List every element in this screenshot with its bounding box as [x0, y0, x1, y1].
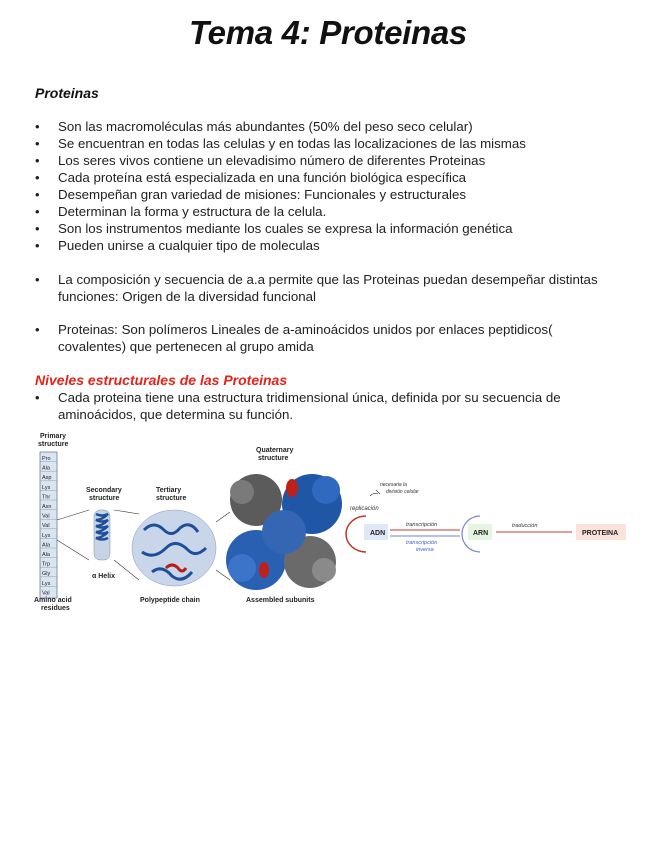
primary-label-2: structure [38, 441, 69, 448]
list-item: • Son los instrumentos mediante los cuales se expresa la información genética [35, 220, 620, 237]
list-item: • Desempeñan gran variedad de misiones: Funcionales y estructurales [35, 186, 620, 203]
secondary-label: Secondary [86, 487, 122, 494]
residue-label: Val [42, 513, 50, 520]
residue-label: Ala [42, 542, 50, 549]
quaternary-label-2: structure [258, 455, 289, 462]
quaternary-structure-image [226, 474, 342, 590]
arn-label: ARN [473, 530, 489, 537]
list-item: • Los seres vivos contiene un elevadisimo número de diferentes Proteinas [35, 152, 620, 169]
primary-label: Primary [40, 433, 67, 440]
note-line-1: necesaria la [380, 482, 407, 488]
levels-bullet-list [35, 389, 620, 423]
residue-label: Trp [42, 561, 51, 568]
composition-bullet-list [35, 271, 620, 305]
residue-label: Ala [42, 552, 50, 558]
tertiary-label-2: structure [156, 495, 187, 502]
inverse-label-2: inversa [416, 547, 434, 553]
list-item: • Cada proteina tiene una estructura tridimensional única, definida por su secuencia de aminoácidos, que determina su función. [35, 389, 620, 423]
assembled-label: Assembled subunits [246, 597, 315, 604]
secondary-label-2: structure [89, 495, 120, 502]
page-title: Tema 4: Proteinas [189, 14, 467, 51]
list-item: • Cada proteína está especializada en una función biológica específica [35, 169, 620, 186]
helix-label: α Helix [92, 573, 115, 580]
residue-label: Lys [42, 580, 51, 587]
traduccion-label: traducción [512, 523, 538, 529]
inverse-label-1: transcripción [406, 540, 438, 546]
list-item: • Determinan la forma y estructura de la celula. [35, 203, 620, 220]
residue-label: Val [42, 590, 50, 597]
note-line-2: división celular [386, 489, 419, 495]
polypeptide-label: Polypeptide chain [140, 597, 200, 604]
residue-label: Val [42, 523, 50, 530]
alpha-helix-image [94, 510, 110, 560]
proteina-label: PROTEINA [582, 530, 619, 537]
amino-acid-label: Amino acid [34, 597, 72, 604]
definition-bullet-list [35, 321, 620, 355]
list-item: • Proteinas: Son polímeros Lineales de a-aminoácidos unidos por enlaces peptidicos( covalentes) que pertenecen al grupo amida [35, 321, 620, 355]
protein-structure-figure [34, 430, 354, 620]
residue-label: Pro [42, 456, 51, 462]
quaternary-label: Quaternary [256, 447, 294, 454]
main-bullet-list [35, 118, 620, 254]
residues-label: residues [41, 605, 70, 612]
list-item: • Se encuentran en todas las celulas y en todas las localizaciones de las mismas [35, 135, 620, 152]
list-item: • La composición y secuencia de a.a permite que las Proteinas puedan desempeñar distintas funciones: Origen de la diversidad funcional [35, 271, 620, 305]
levels-heading: Niveles estructurales de las Proteinas [35, 372, 288, 388]
list-item: • Pueden unirse a cualquier tipo de moleculas [35, 237, 620, 254]
residue-label: Thr [42, 494, 51, 501]
central-dogma-figure [340, 476, 640, 586]
transcripcion-label: transcripción [406, 522, 438, 528]
section-heading: Proteinas [35, 85, 99, 101]
residue-label: Asn [42, 504, 52, 510]
tertiary-label: Tertiary [156, 487, 182, 494]
tertiary-structure-image [132, 510, 216, 586]
residue-label: Gly [42, 571, 51, 578]
replicacion-label: replicación [350, 506, 379, 512]
residue-label: Ala [42, 465, 50, 472]
residue-label: Asp [42, 475, 52, 482]
residue-label: Lys [42, 484, 51, 491]
list-item: • Son las macromoléculas más abundantes (50% del peso seco celular) [35, 118, 620, 135]
residue-label: Lys [42, 532, 51, 539]
replication-arrow [346, 516, 366, 552]
adn-label: ADN [370, 530, 386, 537]
